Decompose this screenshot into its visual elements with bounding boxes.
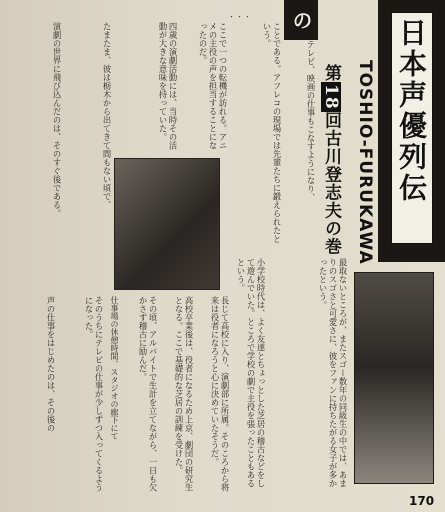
page-number: 170: [409, 494, 435, 508]
article-column: テレビ、映画の仕事もこなすようになり、: [306, 40, 316, 202]
article-column: ここで一つの転機が訪れる。アニメの主役の声を担当することになったのだ。: [198, 22, 228, 150]
series-title: 日本声優列伝: [395, 18, 428, 204]
article-column: 声の仕事をはじめたのは、その後の: [46, 296, 56, 432]
portrait-photo-toshio-furukawa: [354, 272, 434, 484]
article-column: ことである。アフレコの現場では先輩たちに鍛えられたという。: [262, 22, 282, 243]
article-column: 最取ないところが、またスゴー数年の同級生の中では、あまりのスゴさと可愛さに、彼をファンに持ちたがる女子が多かったという。: [318, 258, 348, 488]
episode-number: 18: [321, 84, 341, 110]
episode-suffix: 回: [321, 111, 341, 130]
article-column: その頃、アルバイトで生計を立てながら、一日も欠かさず稽古に励んだ。: [138, 296, 158, 492]
article-column: 高校卒業後は、役者になるため上京、劇団の研究生となる。ここで基礎的な芝居の訓練を受けた。: [174, 296, 194, 492]
article-column: 長じて高校に入り、演劇部に所属。そのころから将来は役者になろうと心に決めていたそうだ。: [210, 296, 230, 492]
article-column: 演劇の世界に飛び込んだのは、そのすぐ後である。: [52, 22, 62, 218]
episode-title: 古川登志夫の巻: [321, 129, 341, 256]
episode-heading: [318, 64, 344, 259]
article-column: そのうちにテレビの仕事が少しずつ入ってくるようになった。: [84, 296, 104, 492]
article-column: 四歳の演劇活動には、当時その活動が大きな意味を持っていた。: [158, 22, 178, 150]
romanized-name: TOSHIO-FURUKAWA: [355, 60, 375, 265]
corner-label: の: [284, 0, 318, 40]
article-column: たまたま、彼は栃木から出てきて間もない頃で、: [102, 22, 112, 209]
article-column: 小学校時代は、よく友達とちょっとした芝居の稽古などをして遊んでいた。ところで学校の劇で主役を張ったこともあるという。: [236, 258, 266, 488]
photo-caption: 仕事場の休憩時間、スタジオの廊下にて: [110, 296, 119, 440]
portrait-photo-studio: [114, 158, 220, 290]
episode-prefix: 第: [321, 64, 341, 82]
section-separator: ・・・: [228, 13, 252, 21]
